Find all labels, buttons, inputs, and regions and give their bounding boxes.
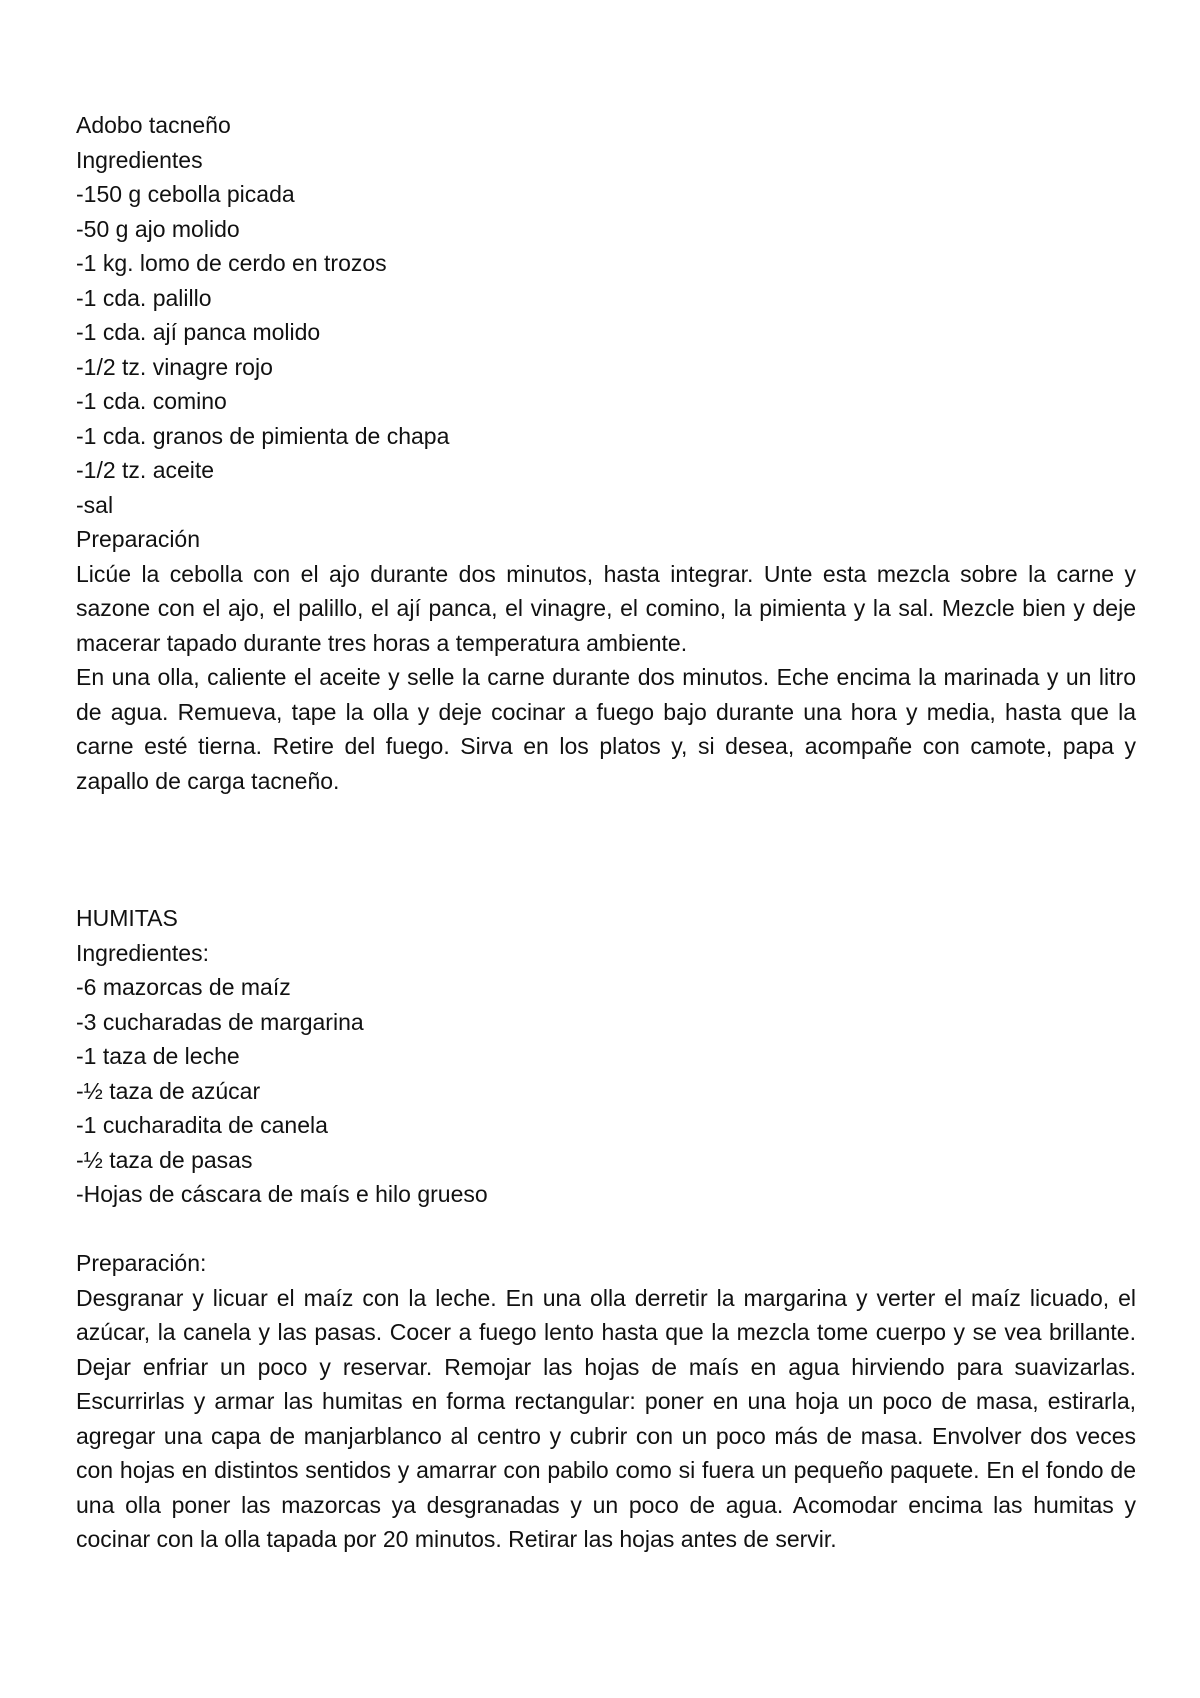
ingredient-item: -sal	[76, 491, 114, 518]
recipe-title: HUMITAS	[76, 905, 178, 931]
ingredient-item: -3 cucharadas de margarina	[76, 1008, 364, 1035]
ingredients-heading: Ingredientes:	[76, 939, 209, 966]
ingredient-item: -1 cda. ají panca molido	[76, 319, 321, 345]
ingredient-item: -½ taza de pasas	[76, 1146, 253, 1173]
ingredient-item: -150 g cebolla picada	[76, 181, 295, 207]
preparation-heading: Preparación	[76, 526, 201, 552]
ingredient-item: -1 cda. palillo	[76, 284, 212, 311]
preparation-paragraph: Licúe la cebolla con el ajo durante dos minutos, hasta integrar. Unte esta mezcla sobre la carne y sazone con el ajo, el palillo, el ají panca, el vinagre, el comino, la pimienta y la sal. Mezcle bien y deje macerar tapado durante tres horas a temperatura ambiente.	[76, 560, 1136, 656]
ingredient-item: -6 mazorcas de maíz	[76, 974, 291, 1000]
ingredient-item: -50 g ajo molido	[76, 215, 240, 242]
recipe-humitas	[76, 901, 1136, 1557]
ingredient-item: -1 cda. comino	[76, 388, 227, 414]
ingredient-item: -½ taza de azúcar	[76, 1077, 261, 1104]
blank-line	[76, 1212, 1136, 1247]
preparation-heading: Preparación:	[76, 1250, 207, 1276]
recipe-title: Adobo tacneño	[76, 112, 231, 138]
preparation-paragraph: Desgranar y licuar el maíz con la leche. En una olla derretir la margarina y verter el maíz licuado, el azúcar, la canela y las pasas. Cocer a fuego lento hasta que la mezcla tome cuerpo y se vea brillante. Dejar enfriar un poco y reservar. Remojar las hojas de maís en agua hirviendo para suavizarlas. Escurrirlas y armar las humitas en forma rectangular: poner en una hoja un poco de masa, estirarla, agregar una capa de manjarblanco al centro y cubrir con un poco más de masa. Envolver dos veces con hojas en distintos sentidos y amarrar con pabilo como si fuera un pequeño paquete. En el fondo de una olla poner las mazorcas ya desgranadas y un poco de agua. Acomodar encima las humitas y cocinar con la olla tapada por 20 minutos. Retirar las hojas antes de servir.	[76, 1284, 1136, 1552]
recipe-adobo	[76, 108, 1136, 798]
ingredient-item: -Hojas de cáscara de maís e hilo grueso	[76, 1181, 488, 1207]
ingredients-heading: Ingredientes	[76, 146, 203, 173]
ingredient-item: -1 cda. granos de pimienta de chapa	[76, 422, 450, 449]
ingredient-item: -1 kg. lomo de cerdo en trozos	[76, 250, 387, 276]
ingredient-item: -1 taza de leche	[76, 1043, 240, 1069]
ingredient-item: -1 cucharadita de canela	[76, 1112, 328, 1138]
ingredient-item: -1/2 tz. aceite	[76, 457, 215, 483]
document-page	[76, 108, 1136, 1557]
preparation-paragraph: En una olla, caliente el aceite y selle la carne durante dos minutos. Eche encima la marinada y un litro de agua. Remueva, tape la olla y deje cocinar a fuego bajo durante una hora y media, hasta que la carne esté tierna. Retire del fuego. Sirva en los platos y, si desea, acompañe con camote, papa y zapallo de carga tacneño.	[76, 664, 1136, 794]
ingredient-item: -1/2 tz. vinagre rojo	[76, 353, 273, 380]
